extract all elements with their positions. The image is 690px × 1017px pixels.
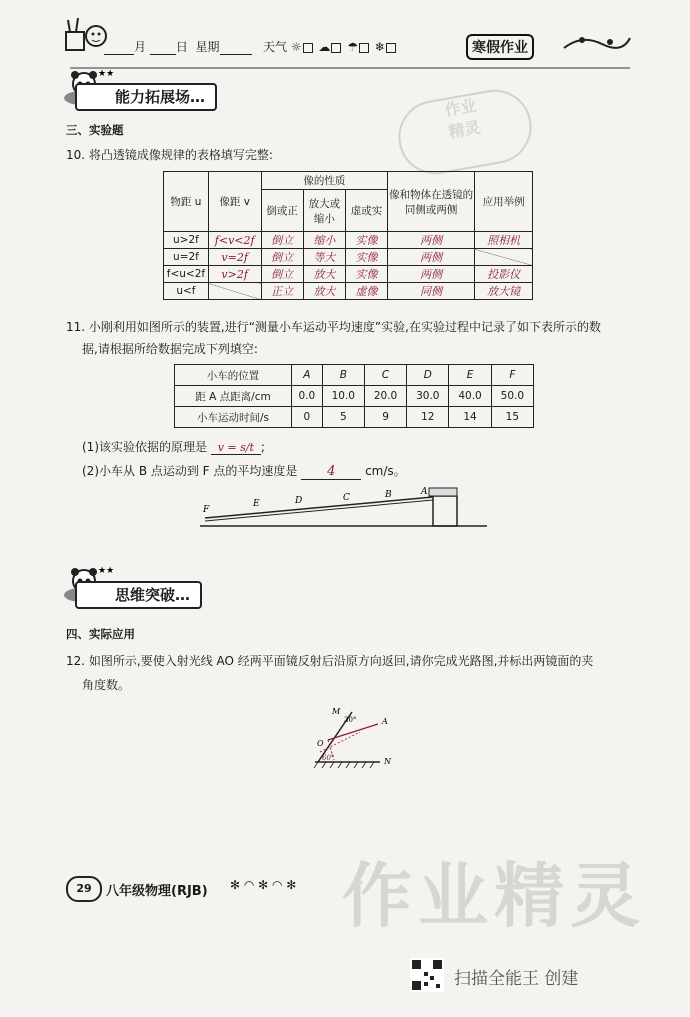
ramp-label-F: F bbox=[203, 505, 210, 515]
q11-text-line2: 据,请根据所给数据完成下列填空: bbox=[82, 342, 258, 356]
table-row bbox=[164, 249, 533, 266]
header-application: 应用举例 bbox=[475, 172, 533, 232]
page-number: 29 bbox=[76, 882, 92, 895]
position-cell: A bbox=[292, 365, 323, 386]
ramp-label-E: E bbox=[253, 499, 260, 509]
time-cell: 12 bbox=[407, 407, 449, 428]
cart-table bbox=[174, 364, 534, 428]
q11-sub2 bbox=[82, 462, 406, 480]
cell-v: v=2f bbox=[208, 249, 261, 266]
cell-u: u>2f bbox=[164, 232, 209, 249]
position-cell: B bbox=[322, 365, 364, 386]
angle-label: 30° bbox=[344, 716, 357, 724]
table-row bbox=[164, 266, 533, 283]
cell-orientation: 倒立 bbox=[261, 249, 303, 266]
header-real-virtual: 虚或实 bbox=[345, 190, 387, 232]
header-size: 放大或缩小 bbox=[303, 190, 345, 232]
day-label: 日 bbox=[175, 40, 188, 54]
page-number-badge bbox=[66, 876, 102, 902]
position-cell: E bbox=[449, 365, 491, 386]
cell-v: v>2f bbox=[208, 266, 261, 283]
month-label: 月 bbox=[134, 40, 147, 54]
thinking-banner: 思维突破… bbox=[75, 581, 202, 609]
sub1-answer: v = s/t bbox=[211, 441, 261, 455]
weather-checkbox[interactable] bbox=[331, 43, 341, 53]
cell-side: 同侧 bbox=[388, 283, 475, 300]
ramp-diagram bbox=[195, 484, 495, 532]
snow-icon: ❄ bbox=[374, 40, 385, 54]
cell-size: 放大 bbox=[303, 283, 345, 300]
header-image-distance: 像距 v bbox=[208, 172, 261, 232]
sub2-suffix: cm/s。 bbox=[365, 464, 406, 478]
cell-orientation: 倒立 bbox=[261, 266, 303, 283]
cell-size: 放大 bbox=[303, 266, 345, 283]
ramp-label-C: C bbox=[343, 493, 350, 503]
distance-cell: 0.0 bbox=[292, 386, 323, 407]
sub2-prefix: (2)小车从 B 点运动到 F 点的平均速度是 bbox=[82, 464, 298, 478]
weather-label: 天气 bbox=[262, 40, 287, 54]
header-nature: 像的性质 bbox=[261, 172, 388, 190]
header-side: 像和物体在透镜的同侧或两侧 bbox=[388, 172, 475, 232]
header-object-distance: 物距 u bbox=[164, 172, 209, 232]
footer-decoration-icon: ✻ ◠ ✻ ◠ ✻ bbox=[230, 878, 297, 892]
point-label-O: O bbox=[317, 739, 324, 748]
week-label: 星期 bbox=[195, 40, 220, 54]
stamp-line2: 精灵 bbox=[447, 117, 482, 142]
q11-sub1 bbox=[82, 438, 265, 455]
header-date-line bbox=[104, 38, 398, 55]
cell-real-virtual: 实像 bbox=[345, 232, 387, 249]
table-row bbox=[164, 232, 533, 249]
cell-v-empty bbox=[208, 283, 261, 300]
brand-title: 寒假作业 bbox=[466, 34, 534, 60]
mirror-label-N: N bbox=[384, 757, 391, 766]
mirror-diagram bbox=[300, 702, 400, 777]
answer-angle-label: 60° bbox=[322, 754, 335, 762]
cell-application: 照相机 bbox=[475, 232, 533, 249]
cell-real-virtual: 实像 bbox=[345, 249, 387, 266]
stamp-line1: 作业 bbox=[443, 95, 479, 121]
cell-orientation: 正立 bbox=[261, 283, 303, 300]
q11-text-line1: 11. 小刚利用如图所示的装置,进行“测量小车运动平均速度”实验,在实验过程中记录了如下表所示的数 bbox=[66, 320, 601, 334]
time-cell: 14 bbox=[449, 407, 491, 428]
ramp-label-A: A bbox=[421, 487, 428, 497]
q10-text: 10. 将凸透镜成像规律的表格填写完整: bbox=[66, 148, 273, 162]
watermark-stamp bbox=[393, 84, 538, 180]
cell-u: u=2f bbox=[164, 249, 209, 266]
weather-checkbox[interactable] bbox=[359, 43, 369, 53]
time-cell: 5 bbox=[322, 407, 364, 428]
sunny-icon: ☼ bbox=[290, 40, 302, 54]
row-label-time: 小车运动时间/s bbox=[175, 407, 292, 428]
row-label-distance: 距 A 点距离/cm bbox=[175, 386, 292, 407]
ramp-label-B: B bbox=[385, 490, 392, 500]
weather-checkbox[interactable] bbox=[303, 43, 313, 53]
time-cell: 0 bbox=[292, 407, 323, 428]
distance-cell: 40.0 bbox=[449, 386, 491, 407]
row-label-position: 小车的位置 bbox=[175, 365, 292, 386]
cell-application: 放大镜 bbox=[475, 283, 533, 300]
cell-orientation: 倒立 bbox=[261, 232, 303, 249]
ramp-label-D: D bbox=[295, 496, 303, 506]
cell-size: 缩小 bbox=[303, 232, 345, 249]
weather-checkbox[interactable] bbox=[386, 43, 396, 53]
qr-code-icon bbox=[410, 958, 444, 992]
decoration-vine-icon bbox=[562, 30, 632, 58]
time-cell: 9 bbox=[364, 407, 406, 428]
q12-text-line1: 12. 如图所示,要使入射光线 AO 经两平面镜反射后沿原方向返回,请你完成光路图,并标出两镜面的夹 bbox=[66, 654, 594, 668]
lens-table bbox=[163, 171, 533, 300]
svg-text:★★: ★★ bbox=[98, 566, 115, 576]
cell-application: 投影仪 bbox=[475, 266, 533, 283]
cell-v: f<v<2f bbox=[208, 232, 261, 249]
header-mascot-icon bbox=[62, 14, 110, 54]
watermark-big: 作业精灵 bbox=[342, 855, 646, 937]
distance-cell: 50.0 bbox=[491, 386, 533, 407]
distance-cell: 20.0 bbox=[364, 386, 406, 407]
distance-cell: 10.0 bbox=[322, 386, 364, 407]
cell-side: 两侧 bbox=[388, 232, 475, 249]
distance-cell: 30.0 bbox=[407, 386, 449, 407]
time-cell: 15 bbox=[491, 407, 533, 428]
cell-size: 等大 bbox=[303, 249, 345, 266]
sub1-suffix: ; bbox=[260, 440, 265, 454]
position-cell: D bbox=[407, 365, 449, 386]
cell-side: 两侧 bbox=[388, 266, 475, 283]
sub1-prefix: (1)该实验依据的原理是 bbox=[82, 440, 207, 454]
cell-u: u<f bbox=[164, 283, 209, 300]
practical-section-title: 四、实际应用 bbox=[66, 627, 135, 641]
cell-real-virtual: 虚像 bbox=[345, 283, 387, 300]
q12-text-line2: 角度数。 bbox=[82, 678, 131, 692]
ability-banner: 能力拓展场… bbox=[75, 83, 217, 111]
cell-real-virtual: 实像 bbox=[345, 266, 387, 283]
sub2-answer: 4 bbox=[301, 464, 361, 480]
scanner-label: 扫描全能王 创建 bbox=[454, 969, 579, 989]
mirror-label-M: M bbox=[332, 707, 341, 716]
cloudy-icon: ☁ bbox=[318, 40, 331, 54]
position-cell: F bbox=[491, 365, 533, 386]
cell-u: f<u<2f bbox=[164, 266, 209, 283]
cell-application-empty bbox=[475, 249, 533, 266]
ray-label-A: A bbox=[382, 717, 388, 726]
svg-text:★★: ★★ bbox=[98, 69, 115, 79]
header-orientation: 倒或正 bbox=[261, 190, 303, 232]
position-cell: C bbox=[364, 365, 406, 386]
rain-icon: ☂ bbox=[347, 40, 358, 54]
experiment-section-title: 三、实验题 bbox=[66, 123, 124, 137]
table-row bbox=[164, 283, 533, 300]
subject-label: 八年级物理(RJB) bbox=[106, 884, 208, 899]
cell-side: 两侧 bbox=[388, 249, 475, 266]
